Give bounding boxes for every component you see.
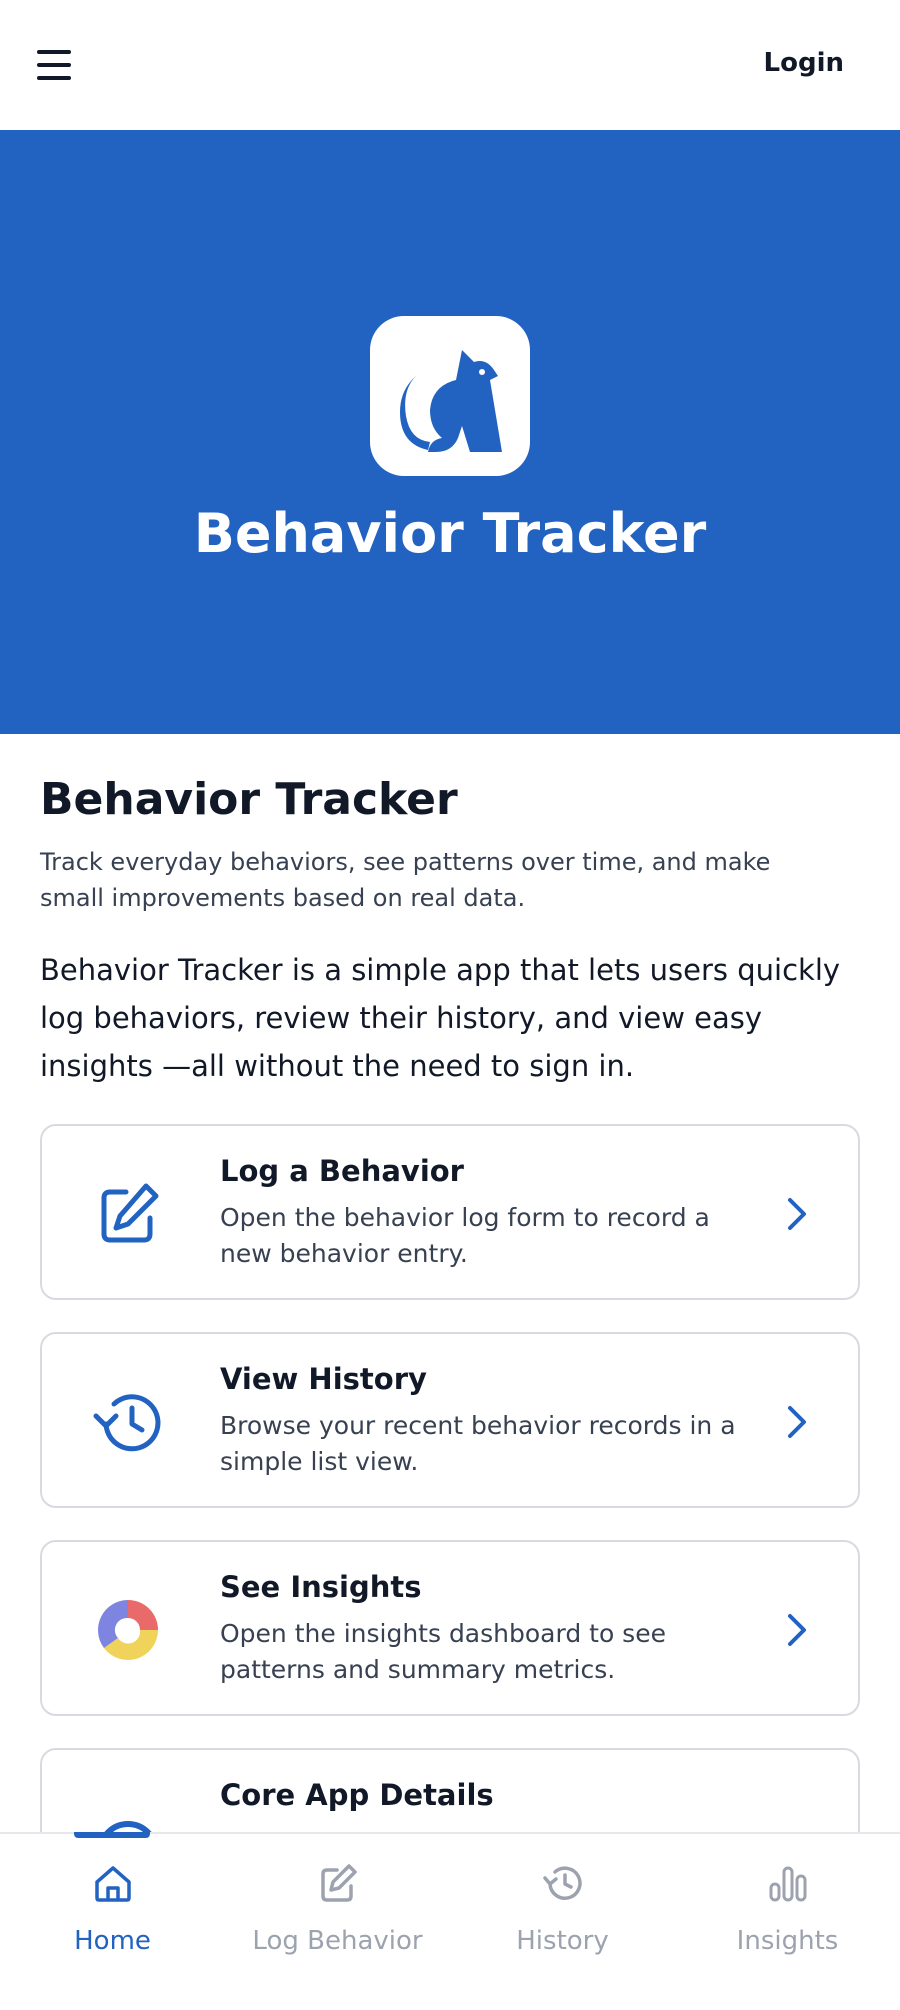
nav-label: Home — [74, 1926, 151, 1956]
card-title: View History — [220, 1362, 427, 1396]
home-icon — [92, 1862, 134, 1904]
nav-insights[interactable] — [675, 1834, 900, 2010]
card-description: Open the behavior log form to record a new behavior entry. — [220, 1203, 710, 1268]
hamburger-menu-icon[interactable] — [34, 48, 74, 82]
page-title: Behavior Tracker — [40, 774, 458, 825]
bottom-navigation — [0, 1832, 900, 2010]
view-history-card[interactable] — [40, 1332, 860, 1508]
card-title: Core App Details — [220, 1778, 494, 1812]
card-description: Browse your recent behavior records in a simple list view. — [220, 1411, 736, 1476]
chevron-right-icon — [786, 1404, 810, 1440]
history-icon — [92, 1386, 164, 1458]
nav-log-behavior[interactable] — [225, 1834, 450, 2010]
chevron-right-icon — [786, 1612, 810, 1648]
app-logo — [370, 316, 530, 476]
card-title: See Insights — [220, 1570, 422, 1604]
nav-home[interactable] — [0, 1834, 225, 2010]
cat-icon — [370, 316, 530, 476]
page-subtitle: Track everyday behaviors, see patterns over time, and make small improvements based on real data. — [40, 848, 771, 912]
log-behavior-card[interactable] — [40, 1124, 860, 1300]
card-title: Log a Behavior — [220, 1154, 464, 1188]
bar-chart-icon — [767, 1862, 809, 1904]
see-insights-card[interactable] — [40, 1540, 860, 1716]
nav-history[interactable] — [450, 1834, 675, 2010]
hero-title: Behavior Tracker — [193, 502, 707, 565]
intro-text: Behavior Tracker is a simple app that lets users quickly log behaviors, review their history, and view easy insights —all without the need to sign in. — [40, 953, 841, 1083]
active-indicator — [74, 1832, 150, 1838]
edit-icon — [317, 1862, 359, 1904]
pie-chart-icon — [92, 1594, 164, 1666]
edit-icon — [92, 1178, 164, 1250]
card-description: Open the insights dashboard to see patterns and summary metrics. — [220, 1619, 666, 1684]
chevron-right-icon — [786, 1196, 810, 1232]
nav-label: Insights — [736, 1926, 839, 1956]
nav-label: Log Behavior — [252, 1926, 423, 1956]
hero-banner — [0, 130, 900, 734]
top-bar — [0, 0, 900, 130]
nav-label: History — [516, 1926, 609, 1956]
history-icon — [542, 1862, 584, 1904]
login-link[interactable]: Login — [763, 48, 844, 78]
